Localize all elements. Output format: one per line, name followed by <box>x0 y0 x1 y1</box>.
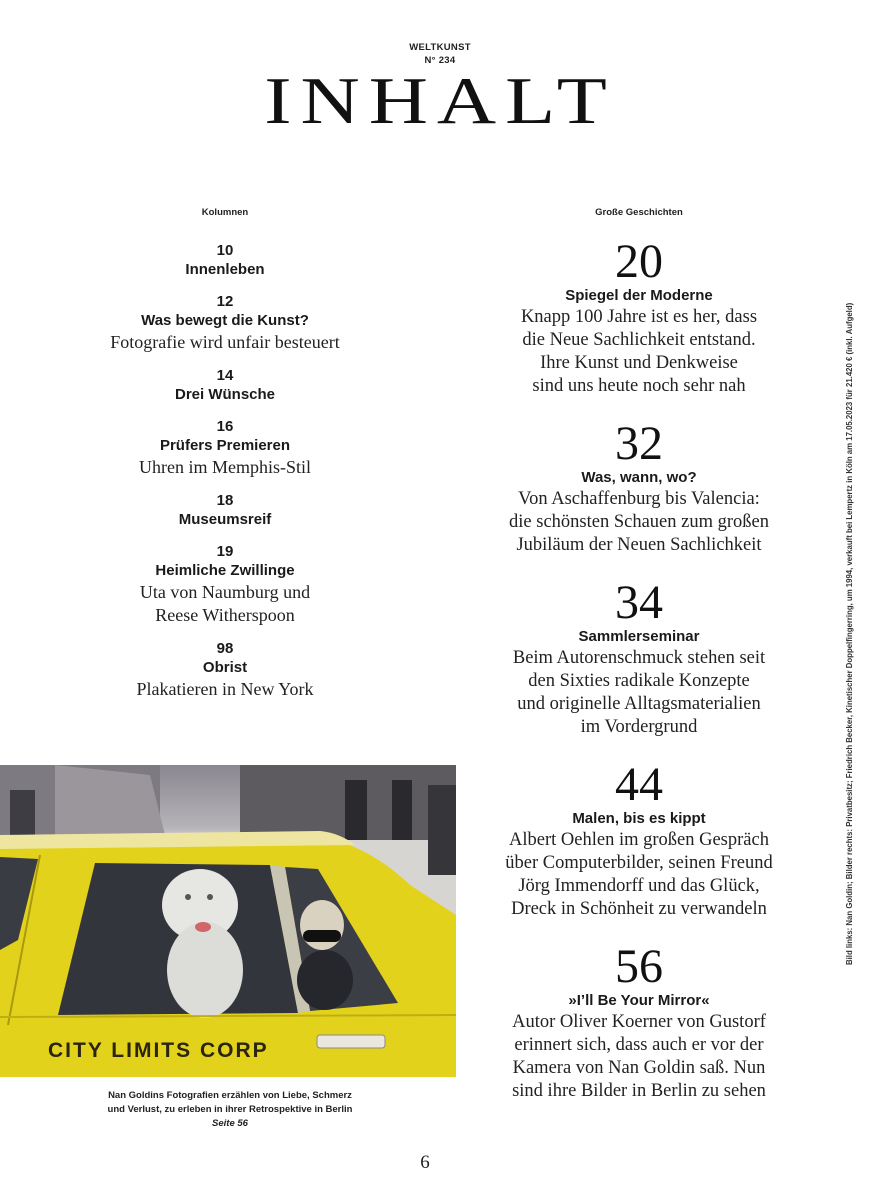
entry-description-line: Jubiläum der Neuen Sachlichkeit <box>516 535 762 555</box>
entry-title: Spiegel der Moderne <box>565 287 713 304</box>
toc-entry[interactable] <box>90 242 360 280</box>
stories-heading: Große Geschichten <box>595 207 683 218</box>
caption-page-reference: Seite 56 <box>212 1118 248 1129</box>
entry-title: Drei Wünsche <box>174 386 276 403</box>
entry-description-line: erinnert sich, dass auch er vor der <box>514 1035 764 1055</box>
entry-description-line: die schönsten Schauen zum großen <box>509 512 769 532</box>
entry-page-number: 56 <box>615 940 663 993</box>
taxi-photo-graphic <box>0 765 456 1077</box>
entry-description-line: Uhren im Memphis-Stil <box>139 457 311 477</box>
door-lettering: CITY LIMITS CORP <box>48 1039 269 1062</box>
entry-description-line: den Sixties radikale Konzepte <box>528 671 750 691</box>
entry-title: Obrist <box>202 659 248 676</box>
toc-entry[interactable] <box>490 940 788 1103</box>
passenger-body <box>297 950 353 1010</box>
toc-entry[interactable] <box>90 492 360 530</box>
entry-description-line: Beim Autorenschmuck stehen seit <box>512 648 766 668</box>
toc-entry[interactable] <box>490 758 788 921</box>
passenger-hair <box>300 900 344 950</box>
dog-eye <box>185 894 191 900</box>
entry-page-number: 16 <box>216 418 234 435</box>
entry-description-line: Autor Oliver Koerner von Gustorf <box>512 1012 766 1032</box>
building-right-window <box>392 780 412 840</box>
entry-description-line: sind ihre Bilder in Berlin zu sehen <box>512 1081 766 1101</box>
entry-title: Museumsreif <box>178 511 272 528</box>
entry-page-number: 12 <box>216 293 234 310</box>
entry-page-number: 32 <box>615 417 663 470</box>
building-left-window <box>10 790 35 835</box>
page-number: 6 <box>420 1152 430 1173</box>
dog-tongue <box>195 922 211 932</box>
issue-number: N° 234 <box>424 55 456 66</box>
stories-list <box>490 235 788 1125</box>
entry-description-line: Plakatieren in New York <box>136 679 314 699</box>
entry-description-line: Albert Oehlen im großen Gespräch <box>509 830 769 850</box>
entry-title: Was bewegt die Kunst? <box>141 312 309 329</box>
building-right-column <box>428 785 456 875</box>
page-title: INHALT <box>264 63 616 138</box>
dog-eye <box>207 894 213 900</box>
entry-description-line: Knapp 100 Jahre ist es her, dass <box>520 307 758 327</box>
toc-entry[interactable] <box>490 235 788 398</box>
entry-title: Sammlerseminar <box>578 628 700 645</box>
toc-entry[interactable] <box>90 543 360 627</box>
image-credit: Bild links: Nan Goldin; Bilder rechts: Privatbesitz; Friedrich Becker, Kinetischer Doppelfingerring, um 1994, verkauft bei Lempertz in Köln am 17.05.2023 für 21.420 € (inkl. Aufgeld) <box>845 302 854 965</box>
dog-body <box>167 922 243 1018</box>
entry-description-line: und originelle Alltagsmaterialien <box>517 694 761 714</box>
entry-page-number: 20 <box>615 235 663 288</box>
building-right-window <box>345 780 367 840</box>
caption-line: Nan Goldins Fotografien erzählen von Liebe, Schmerz <box>108 1090 352 1101</box>
magazine-name: WELTKUNST <box>409 42 471 53</box>
entry-description-line: die Neue Sachlichkeit entstand. <box>522 330 756 350</box>
entry-description-line: Reese Witherspoon <box>155 605 295 625</box>
entry-title: Innenleben <box>185 261 265 278</box>
entry-description-line: über Computerbilder, seinen Freund <box>505 853 773 873</box>
entry-page-number: 14 <box>216 367 234 384</box>
entry-title: Heimliche Zwillinge <box>155 562 295 579</box>
entry-page-number: 34 <box>615 576 663 629</box>
entry-page-number: 19 <box>216 543 234 560</box>
toc-entry[interactable] <box>90 293 360 354</box>
caption-line: und Verlust, zu erleben in ihrer Retrospektive in Berlin <box>107 1104 353 1115</box>
door-handle <box>317 1035 385 1048</box>
entry-page-number: 18 <box>216 492 234 509</box>
toc-entry[interactable] <box>90 418 360 479</box>
building-left-facade <box>55 765 165 840</box>
entry-title: Malen, bis es kippt <box>572 810 706 827</box>
toc-entry[interactable] <box>90 367 360 405</box>
entry-title: Was, wann, wo? <box>581 469 697 486</box>
toc-entry[interactable] <box>90 640 360 701</box>
photo-caption <box>40 1089 420 1131</box>
toc-entry[interactable] <box>490 576 788 739</box>
entry-title: »I’ll Be Your Mirror« <box>568 992 710 1009</box>
entry-page-number: 44 <box>615 758 663 811</box>
entry-title: Prüfers Premieren <box>159 437 291 454</box>
entry-description-line: im Vordergrund <box>580 717 698 737</box>
entry-description-line: Ihre Kunst und Denkweise <box>540 353 738 373</box>
entry-page-number: 10 <box>216 242 234 259</box>
passenger-sunglasses <box>303 930 341 942</box>
toc-entry[interactable] <box>490 417 788 557</box>
entry-description-line: Kamera von Nan Goldin saß. Nun <box>512 1058 766 1078</box>
columns-list <box>90 242 360 714</box>
entry-page-number: 98 <box>216 640 234 657</box>
columns-heading: Kolumnen <box>201 207 249 218</box>
entry-description-line: Von Aschaffenburg bis Valencia: <box>518 489 760 509</box>
entry-description-line: Dreck in Schönheit zu verwandeln <box>511 899 767 919</box>
entry-description-line: Uta von Naumburg und <box>139 582 311 602</box>
entry-description-line: sind uns heute noch sehr nah <box>532 376 746 396</box>
entry-description-line: Fotografie wird unfair besteuert <box>110 332 340 352</box>
taxi-photo <box>0 765 456 1077</box>
entry-description-line: Jörg Immendorff und das Glück, <box>518 876 760 896</box>
